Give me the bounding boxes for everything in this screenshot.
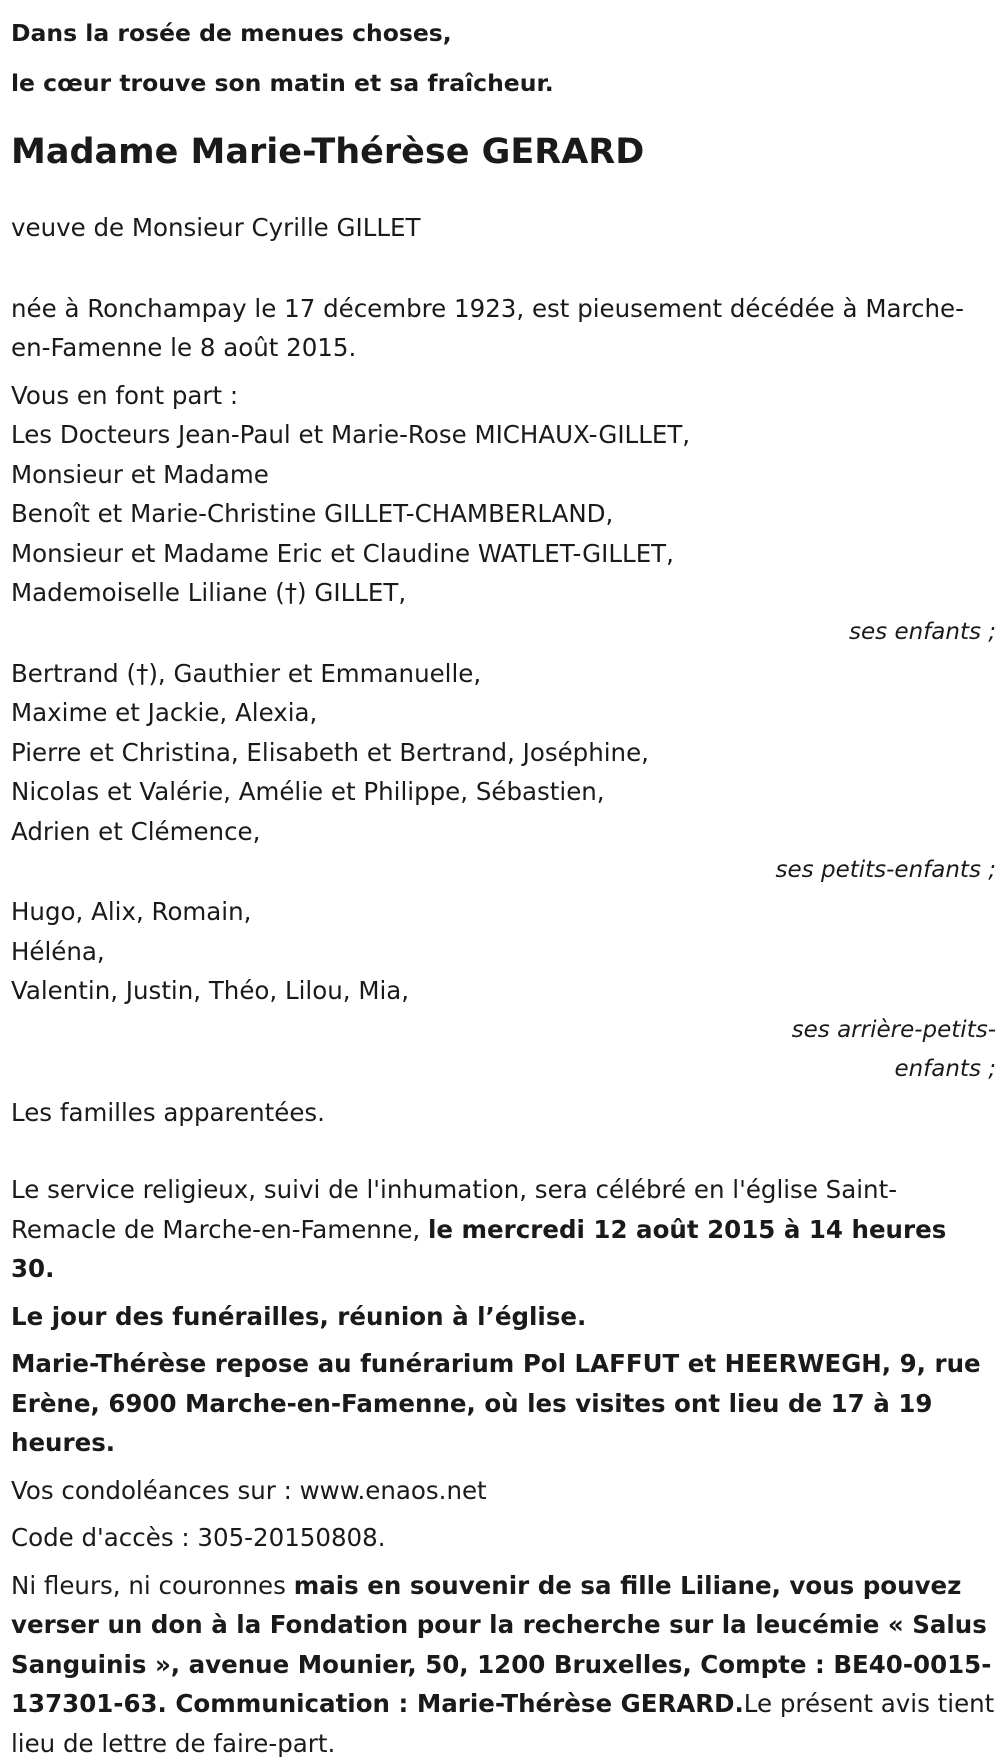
closing-lead: Ni fleurs, ni couronnes <box>11 1570 294 1600</box>
related-families: Les familles apparentées. <box>11 1097 325 1127</box>
access-code: Code d'accès : 305-20150808. <box>11 1523 386 1552</box>
list-item: Mademoiselle Liliane (†) GILLET, <box>11 578 407 607</box>
closing-tail: Le présent avis tient lieu de lettre de faire-part. <box>11 1689 995 1758</box>
list-item: Monsieur et Madame <box>11 459 269 489</box>
donation-info: mais en souvenir de sa fille Liliane, vous pouvez verser un don à la Fondation pour la recherche sur la leucémie « Salus Sanguinis », avenue Mounier, 50, 1200 Bruxelles, Compte : BE40-0015-137301-63. Communication : Marie-Thérèse GERARD. <box>11 1570 992 1718</box>
list-item: Hugo, Alix, Romain, <box>11 897 252 926</box>
deceased-name: Madame Marie-Thérèse GERARD <box>11 132 645 172</box>
children-list <box>11 415 996 613</box>
children-label: ses enfants ; <box>849 618 996 645</box>
list-item: Adrien et Clémence, <box>11 816 261 846</box>
epigraph-line-1: Dans la rosée de menues choses, <box>11 19 452 47</box>
great-grandchildren-label <box>11 1011 996 1089</box>
epigraph <box>11 0 996 108</box>
list-item: Pierre et Christina, Elisabeth et Bertrand, Joséphine, <box>11 737 649 767</box>
list-item: Maxime et Jackie, Alexia, <box>11 698 318 727</box>
great-grandchildren-list <box>11 892 996 1011</box>
condolences-line: Vos condoléances sur : www.enaos.net <box>11 1475 487 1505</box>
funeral-meeting: Le jour des funérailles, réunion à l’église. <box>11 1301 587 1331</box>
list-item: Benoît et Marie-Christine GILLET-CHAMBERLAND, <box>11 499 614 528</box>
great-grandchildren-label-line-2: enfants ; <box>894 1055 996 1082</box>
obituary-column <box>11 0 996 1763</box>
list-item: Héléna, <box>11 936 105 966</box>
service-text: Le service religieux, suivi de l'inhumation, sera célébré en l'église Saint-Remacle de Marche-en-Famenne, <box>11 1175 898 1244</box>
list-item: Valentin, Justin, Théo, Lilou, Mia, <box>11 976 410 1005</box>
grandchildren-list <box>11 654 996 852</box>
list-item: Nicolas et Valérie, Amélie et Philippe, Sébastien, <box>11 777 605 806</box>
list-item: Monsieur et Madame Eric et Claudine WATLET-GILLET, <box>11 538 674 568</box>
list-item: Les Docteurs Jean-Paul et Marie-Rose MICHAUX-GILLET, <box>11 420 691 449</box>
announcement-intro: Vous en font part : <box>11 380 239 410</box>
birth-death: née à Ronchampay le 17 décembre 1923, est pieusement décédée à Marche-en-Famenne le 8 août 2015. <box>11 293 964 362</box>
epigraph-line-2: le cœur trouve son matin et sa fraîcheur. <box>11 69 554 97</box>
great-grandchildren-label-line-1: ses arrière-petits- <box>791 1016 996 1043</box>
widow-of: veuve de Monsieur Cyrille GILLET <box>11 213 421 242</box>
closing-paragraph <box>11 1566 996 1764</box>
service-paragraph <box>11 1170 996 1289</box>
grandchildren-label: ses petits-enfants ; <box>775 857 996 883</box>
list-item: Bertrand (†), Gauthier et Emmanuelle, <box>11 658 482 688</box>
service-date: le mercredi 12 août 2015 à 14 heures 30. <box>11 1214 947 1283</box>
repose-info: Marie-Thérèse repose au funérarium Pol LAFFUT et HEERWEGH, 9, rue Erène, 6900 Marche-en-Famenne, où les visites ont lieu de 17 à 19 heures. <box>11 1349 981 1457</box>
